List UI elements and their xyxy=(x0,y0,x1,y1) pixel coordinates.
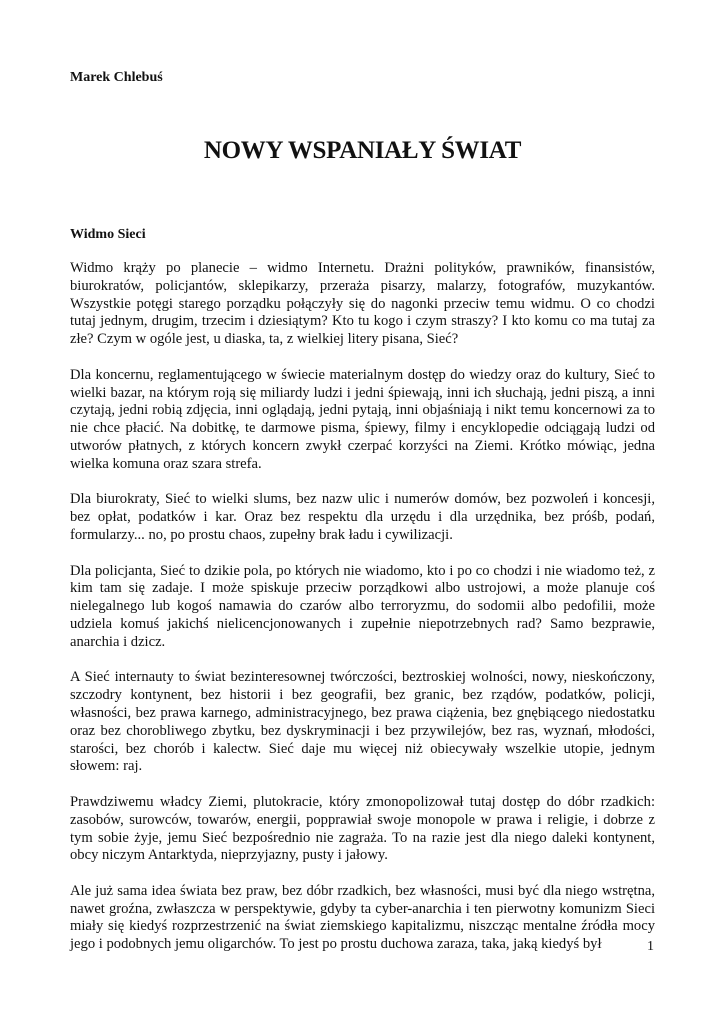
body-text xyxy=(70,260,655,972)
paragraph: Dla koncernu, reglamentującego w świecie materialnym dostęp do wiedzy oraz do kultury, Sieć to wielki bazar, na którym roją się miliardy ludzi i jedni śpiewają, inni ich słuchają, jedni piszą, a inni czytają, jedni robią zdjęcia, inni oglądają, jedni pytają, inni objaśniają i nikt temu koncernowi za to nie chce płacić. Na dobitkę, te darmowe pisma, śpiewy, filmy i encyklopedie odciągają ludzi od utworów płatnych, z których koncern zwykł czerpać korzyści na Ziemi. Krótko mówiąc, jedna wielka komuna oraz szara strefa. xyxy=(70,366,655,472)
author-name: Marek Chlebuś xyxy=(70,70,163,85)
document-title: NOWY WSPANIAŁY ŚWIAT xyxy=(203,137,522,164)
paragraph: Prawdziwemu władcy Ziemi, plutokracie, który zmonopolizował tutaj dostęp do dóbr rzadkich: zasobów, surowców, towarów, energii, popprawiał swoje monopole w prawa i religie, i dobrze z tym sobie żyje, jemu Sieć bezpośrednio nie zagraża. To na razie jest dla niego daleki kontynent, obcy niczym Antarktyda, nieprzyjazny, pusty i jałowy. xyxy=(70,793,655,864)
paragraph: A Sieć internauty to świat bezinteresownej twórczości, beztroskiej wolności, nowy, nieskończony, szczodry kontynent, bez historii i bez geografii, bez granic, bez rządów, podatków, policji, własności, bez prawa karnego, administracyjnego, bez prawa ciążenia, bez gnębiącego niedostatku oraz bez chorobliwego zbytku, bez dyskryminacji i bez przywilejów, bez ras, wyznań, młodości, starości, bez chorób i kalectw. Sieć daje mu więcej niż obiecywały wszelkie utopie, jednym słowem: raj. xyxy=(70,669,655,775)
page-number: 1 xyxy=(647,939,654,954)
paragraph: Dla policjanta, Sieć to dzikie pola, po których nie wiadomo, kto i po co chodzi i nie wiadomo też, z kim tam się zadaje. I może spiskuje przeciw porządkowi albo ustrojowi, a może planuje coś nielegalnego lub kogoś namawia do czarów albo terroryzmu, do sodomii albo pedofilii, może udziela komuś jakichś nielicencjonowanych i zupełnie niepotrzebnych rad? Samo bezprawie, anarchia i dzicz. xyxy=(70,562,655,650)
paragraph: Widmo krąży po planecie – widmo Internetu. Drażni polityków, prawników, finansistów, biurokratów, policjantów, sklepikarzy, przeraża pisarzy, malarzy, fotografów, muzykantów. Wszystkie potęgi starego porządku połączyły się do nagonki przeciw temu widmu. O co chodzi tutaj jednym, drugim, trzecim i dziesiątym? Kto tu kogo i czym straszy? I kto komu co ma tutaj za złe? Czym w ogóle jest, u diaska, ta, z wielkiej litery pisana, Sieć? xyxy=(70,260,655,348)
section-heading: Widmo Sieci xyxy=(70,227,146,242)
paragraph: Ale już sama idea świata bez praw, bez dóbr rzadkich, bez własności, musi być dla niego wstrętna, nawet groźna, zwłaszcza w perspektywie, gdyby ta cyber-anarchia i ten pierwotny komunizm Sieci miały się kiedyś rozprzestrzenić na świat ziemskiego kapitalizmu, niszcząc mentalne źródła mocy jego i podobnych jemu oligarchów. To jest po prostu duchowa zaraza, taka, jaką kiedyś był xyxy=(70,882,655,953)
paragraph: Dla biurokraty, Sieć to wielki slums, bez nazw ulic i numerów domów, bez pozwoleń i koncesji, bez opłat, podatków i kar. Oraz bez respektu dla urzędu i dla urzędnika, bez próśb, podań, formularzy... no, po prostu chaos, zupełny brak ładu i cywilizacji. xyxy=(70,491,655,543)
